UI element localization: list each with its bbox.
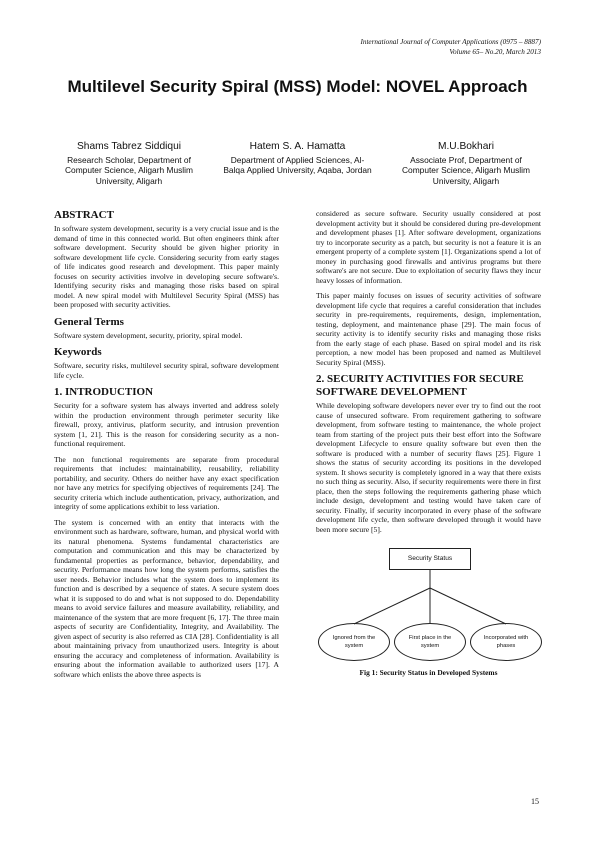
author-name: Shams Tabrez Siddiqui (76, 141, 181, 152)
figure-caption: Fig 1: Security Status in Developed Systems (359, 668, 498, 677)
general-terms-text: Software system development, security, priority, spiral model. (54, 330, 243, 340)
author-2 (223, 140, 373, 186)
node-label: First place in the system (408, 635, 452, 649)
author-block (54, 140, 541, 186)
section-2-paragraph: While developing software developers never ever try to find out the root cause of unsecured software. From requirement gathering to software development, from software testing to maintenance, the whole project team from starting of the project puts their best effort into the Software development Lifecycle to ensure quality software but even then the software is produced with a number of security flaws [25]. Figure 1 shows the status of security according its positions in the developed system. It shows security is completely ignored in a way that there exists no such thing as security. Also, if security requirements were there in first place, then the steps following the requirements gathering phase which include design, development and testing would have taken care of security. Finally, if security incorporated in every phase of the software development life cycle, then software developed through it would have been more secure [5]. (316, 401, 541, 534)
intro-paragraph-5: This paper mainly focuses on issues of security activities of software development life cycle that requires a careful consideration that includes security in pre-requirements, requirements, design, implementation, testing, deployment, and maintenance phase [29]. The main focus of security activity is to identify security risks and managing those risks from the early stage of each phase. Based on spiral model and its risk perception, a new model has been proposed and named as Multilevel Security Spiral (MSS). (316, 291, 541, 367)
author-3 (391, 140, 541, 186)
intro-paragraph-1: Security for a software system has always inverted and address solely within the production environment through perimeter security like firewall, proxy, antivirus, platform security, and intrusion prevention system [1, 21]. This is the reason for considering security as a non-functional requirement. (54, 401, 279, 448)
keywords-text: Software, security risks, multilevel security spiral, software development life cycle. (54, 361, 279, 380)
page-number: 15 (531, 797, 539, 806)
author-name: Hatem S. A. Hamatta (249, 141, 346, 152)
intro-paragraph-3: The system is concerned with an entity that interacts with the environment such as hardware, software, human, and physical world with its natural phenomena. Systems fundamental characteristics are computation and communication and this may be characterized by fundamental properties as performance, behavior, dependability, and security. Performance means how long the system performs, satisfies the user needs. Behavior includes what the system does to implement its function and is described by a sequence of states. A secure system does what it is supposed to do and what is not supposed to do. Dependability means to avoid service failures and measure availability, reliability, and maintenance of the system that are more frequent [6, 17]. The three main aspects of security are Confidentiality, Integrity, and Availability. The given aspect of security is also referred as CIA [28]. Confidentiality is all about maintaining privacy from unauthorized users. Integrity is about ensuring the accuracy and completeness of information. Availability is ensuring about the information available to authorized users [17]. A software which enlists the above three aspects is (54, 517, 279, 679)
general-terms-heading: General Terms (54, 315, 124, 328)
paper-title: Multilevel Security Spiral (MSS) Model: NOVEL Approach (67, 77, 528, 96)
intro-paragraph-2: The non functional requirements are separate from procedural requirements that includes: maintainability, reusability, reliability portability, and security. Others do neither have any exact specification nor have any metrics for specifying objectives of requirements [24]. The security criteria which include authentication, privacy, authorization, and integrity of some applications exhibit to less variation. (54, 454, 279, 511)
node-label: Incorporated with phases (483, 635, 529, 649)
journal-volume: Volume 65– No.20, March 2013 (449, 48, 541, 56)
connector-line (354, 588, 430, 624)
connector-line (430, 588, 506, 624)
running-header (281, 37, 541, 57)
node-label: Ignored from the system (332, 635, 376, 649)
right-column (316, 209, 541, 690)
abstract-text: In software system development, security is a very crucial issue and is the demand of time in this connected world. But often engineers think after software development. Security should be given higher priority in software development life cycle. Considering security from early stages of life indicates good research and development. This paper mainly focuses on security activities involve in developing secure software's. Identifying security risks and managing those risks based on spiral model. A new spiral model with Multilevel Security Spiral (MSS) has been proposed with security activities. (54, 224, 279, 309)
author-affiliation: Associate Prof, Department of Computer Science, Aligarh Muslim University, Aligarh (401, 155, 530, 186)
security-status-node: Security Status (389, 548, 471, 570)
ignored-node (318, 623, 390, 661)
section-2-heading: 2. SECURITY ACTIVITIES FOR SECURE SOFTWARE DEVELOPMENT (316, 373, 524, 398)
left-column (54, 209, 279, 685)
figure-1 (316, 540, 541, 690)
first-place-node (394, 623, 466, 661)
incorporated-node (470, 623, 542, 661)
author-affiliation: Department of Applied Sciences, Al-Balqa Applied University, Aqaba, Jordan (223, 155, 372, 176)
author-1 (54, 140, 204, 186)
author-affiliation: Research Scholar, Department of Computer Science, Aligarh Muslim University, Aligarh (64, 155, 193, 186)
author-name: M.U.Bokhari (437, 141, 495, 152)
abstract-heading: ABSTRACT (54, 209, 114, 221)
journal-name: International Journal of Computer Applications (0975 – 8887) (360, 38, 541, 46)
introduction-heading: 1. INTRODUCTION (54, 386, 154, 398)
keywords-heading: Keywords (54, 346, 102, 358)
intro-paragraph-4: considered as secure software. Security usually considered at post development activity but it should be considered during pre-development and development phases [1]. After software development, organizations try to incorporate security as a patch, but security is not a feature it is an emergent property of a complete system [1]. Organizations spend a lot of money in purchasing good firewalls and antivirus programs but there software's are not secure. Due to exploitation of security flaws they incur heavy losses of information. (316, 209, 541, 285)
